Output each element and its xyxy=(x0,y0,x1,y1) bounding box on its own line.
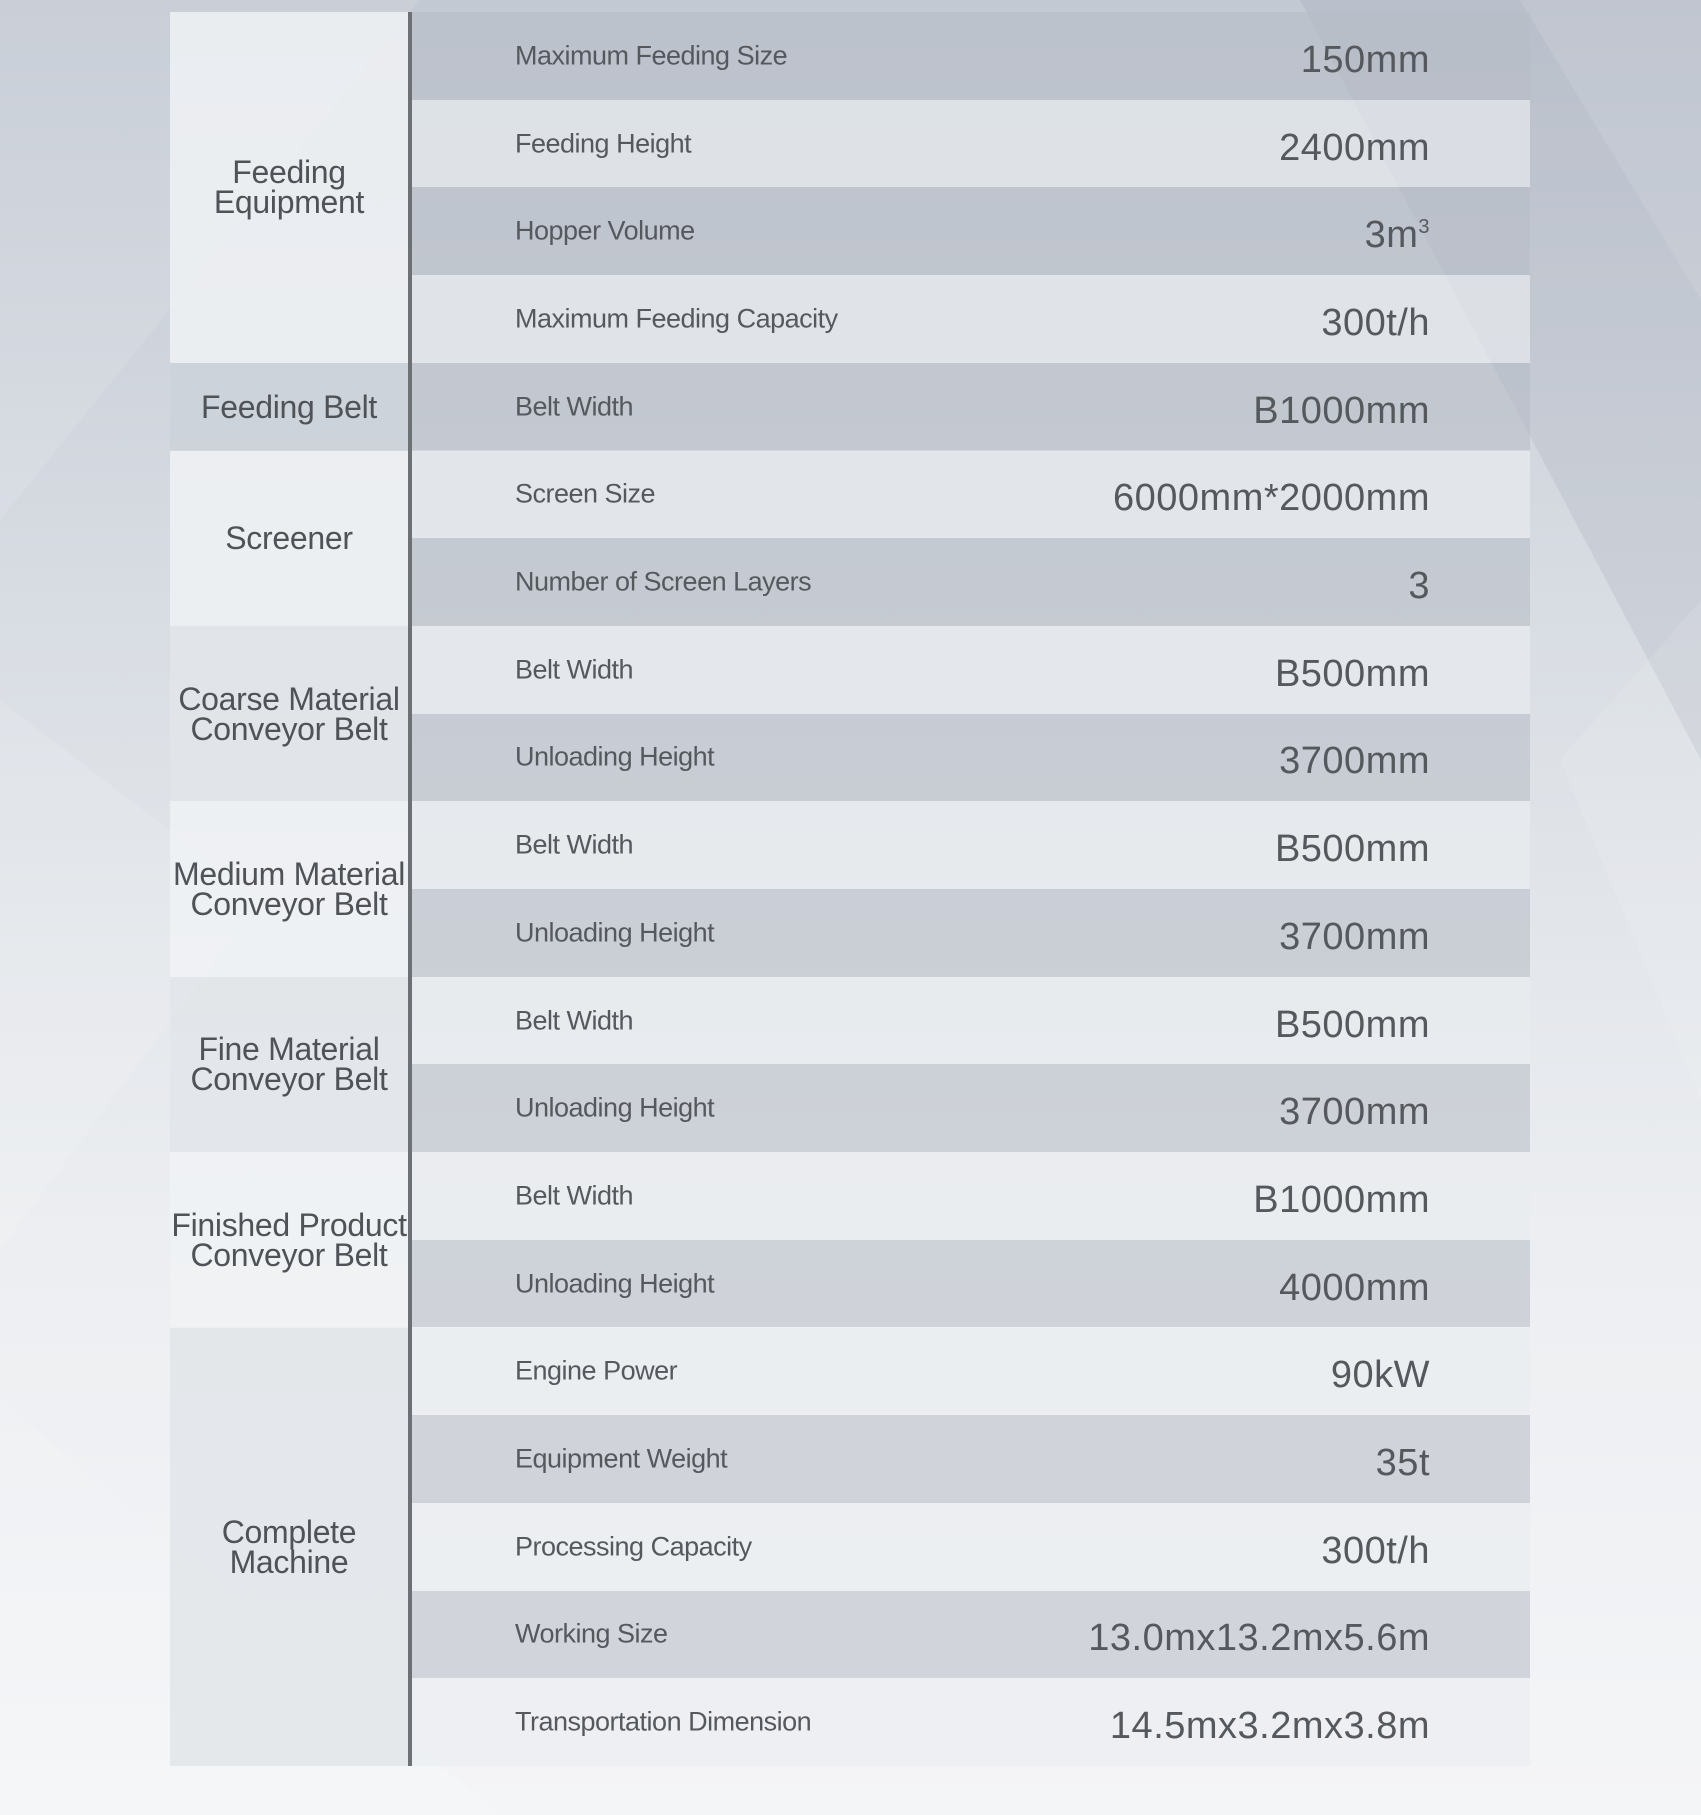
spec-label: Processing Capacity xyxy=(515,1531,752,1562)
spec-row xyxy=(412,889,1530,977)
spec-value xyxy=(1331,1354,1430,1397)
spec-value xyxy=(1279,916,1430,959)
group-label-text: Feeding Equipment xyxy=(213,154,365,221)
spec-value xyxy=(1301,39,1430,82)
spec-row xyxy=(412,538,1530,626)
group-label-text: Complete Machine xyxy=(221,1513,357,1580)
spec-label: Number of Screen Layers xyxy=(515,566,812,597)
spec-label: Screen Size xyxy=(515,478,656,509)
spec-label: Engine Power xyxy=(515,1355,678,1386)
spec-value-text: 90kW xyxy=(1330,1354,1430,1397)
spec-row xyxy=(412,714,1530,802)
group-label xyxy=(170,451,408,626)
spec-row xyxy=(412,1415,1530,1503)
group-label xyxy=(170,626,408,801)
spec-row xyxy=(412,275,1530,363)
spec-row xyxy=(412,977,1530,1065)
group-label-text: Screener xyxy=(225,520,353,557)
spec-label: Maximum Feeding Capacity xyxy=(515,303,838,334)
spec-label: Belt Width xyxy=(515,1180,634,1211)
spec-value xyxy=(1376,1442,1430,1485)
spec-value-text: 150mm xyxy=(1300,38,1430,81)
spec-label: Equipment Weight xyxy=(515,1443,728,1474)
spec-label: Transportation Dimension xyxy=(515,1706,812,1737)
spec-value xyxy=(1275,653,1430,696)
spec-table xyxy=(170,12,1530,1766)
spec-value xyxy=(1088,1617,1430,1660)
spec-label: Unloading Height xyxy=(515,917,715,948)
spec-label: Unloading Height xyxy=(515,1268,715,1299)
spec-value-text: 6000mm*2000mm xyxy=(1113,477,1430,520)
spec-value xyxy=(1253,389,1430,432)
group-label-text: Medium Material Conveyor Belt xyxy=(172,855,406,922)
spec-value xyxy=(1279,126,1430,169)
group-label xyxy=(170,977,408,1152)
spec-value xyxy=(1279,740,1430,783)
spec-value-text: 4000mm xyxy=(1279,1266,1430,1309)
spec-value xyxy=(1279,1266,1430,1309)
spec-value xyxy=(1110,1705,1430,1748)
group-column xyxy=(170,12,408,1766)
spec-value xyxy=(1365,214,1430,257)
spec-value xyxy=(1113,477,1430,520)
spec-row xyxy=(412,1503,1530,1591)
group-label-text: Feeding Belt xyxy=(200,388,378,425)
spec-value-superscript: 3 xyxy=(1418,216,1430,239)
column-divider xyxy=(408,12,412,1766)
spec-value xyxy=(1321,302,1430,345)
spec-row xyxy=(412,626,1530,714)
spec-label: Feeding Height xyxy=(515,128,692,159)
spec-value-text: 13.0mx13.2mx5.6m xyxy=(1088,1617,1430,1660)
spec-row xyxy=(412,1591,1530,1679)
spec-value xyxy=(1408,565,1430,608)
spec-label: Maximum Feeding Size xyxy=(515,40,788,71)
spec-value xyxy=(1275,1003,1430,1046)
spec-row xyxy=(412,187,1530,275)
spec-label: Belt Width xyxy=(515,1005,634,1036)
spec-row xyxy=(412,100,1530,188)
spec-label: Belt Width xyxy=(515,829,634,860)
spec-row xyxy=(412,363,1530,451)
spec-value-text: 3700mm xyxy=(1279,740,1430,783)
spec-value-text: B1000mm xyxy=(1253,389,1430,432)
spec-value xyxy=(1279,1091,1430,1134)
spec-value-text: 3700mm xyxy=(1279,915,1430,958)
spec-label: Belt Width xyxy=(515,391,634,422)
spec-value xyxy=(1321,1530,1430,1573)
group-label-text: Coarse Material Conveyor Belt xyxy=(178,680,400,747)
group-label xyxy=(170,363,408,451)
spec-value-text: 3 xyxy=(1408,564,1430,607)
spec-value-text: B500mm xyxy=(1274,827,1430,870)
spec-row xyxy=(412,1064,1530,1152)
spec-row xyxy=(412,801,1530,889)
spec-label: Belt Width xyxy=(515,654,634,685)
group-label-text: Finished Product Conveyor Belt xyxy=(171,1206,407,1273)
spec-value-text: B1000mm xyxy=(1253,1178,1430,1221)
spec-value-text: B500mm xyxy=(1274,652,1430,695)
group-label xyxy=(170,1328,408,1767)
spec-row xyxy=(412,1240,1530,1328)
spec-value-text: 300t/h xyxy=(1321,301,1430,344)
spec-label: Unloading Height xyxy=(515,1092,715,1123)
spec-value xyxy=(1253,1179,1430,1222)
spec-value-text: 2400mm xyxy=(1279,126,1430,169)
spec-row xyxy=(412,1328,1530,1416)
spec-value-text: 3m xyxy=(1364,214,1419,257)
spec-value xyxy=(1275,828,1430,871)
spec-value-text: 3700mm xyxy=(1279,1091,1430,1134)
group-label xyxy=(170,801,408,976)
spec-row xyxy=(412,1152,1530,1240)
spec-label: Unloading Height xyxy=(515,741,715,772)
spec-row xyxy=(412,1678,1530,1766)
spec-label: Hopper Volume xyxy=(515,215,695,246)
spec-label: Working Size xyxy=(515,1618,668,1649)
spec-value-text: B500mm xyxy=(1274,1003,1430,1046)
group-label xyxy=(170,1152,408,1327)
spec-value-text: 300t/h xyxy=(1321,1529,1430,1572)
spec-value-text: 35t xyxy=(1375,1441,1430,1484)
group-label xyxy=(170,12,408,363)
spec-value-text: 14.5mx3.2mx3.8m xyxy=(1109,1704,1430,1747)
spec-row xyxy=(412,12,1530,100)
group-label-text: Fine Material Conveyor Belt xyxy=(190,1031,388,1098)
spec-row xyxy=(412,451,1530,539)
